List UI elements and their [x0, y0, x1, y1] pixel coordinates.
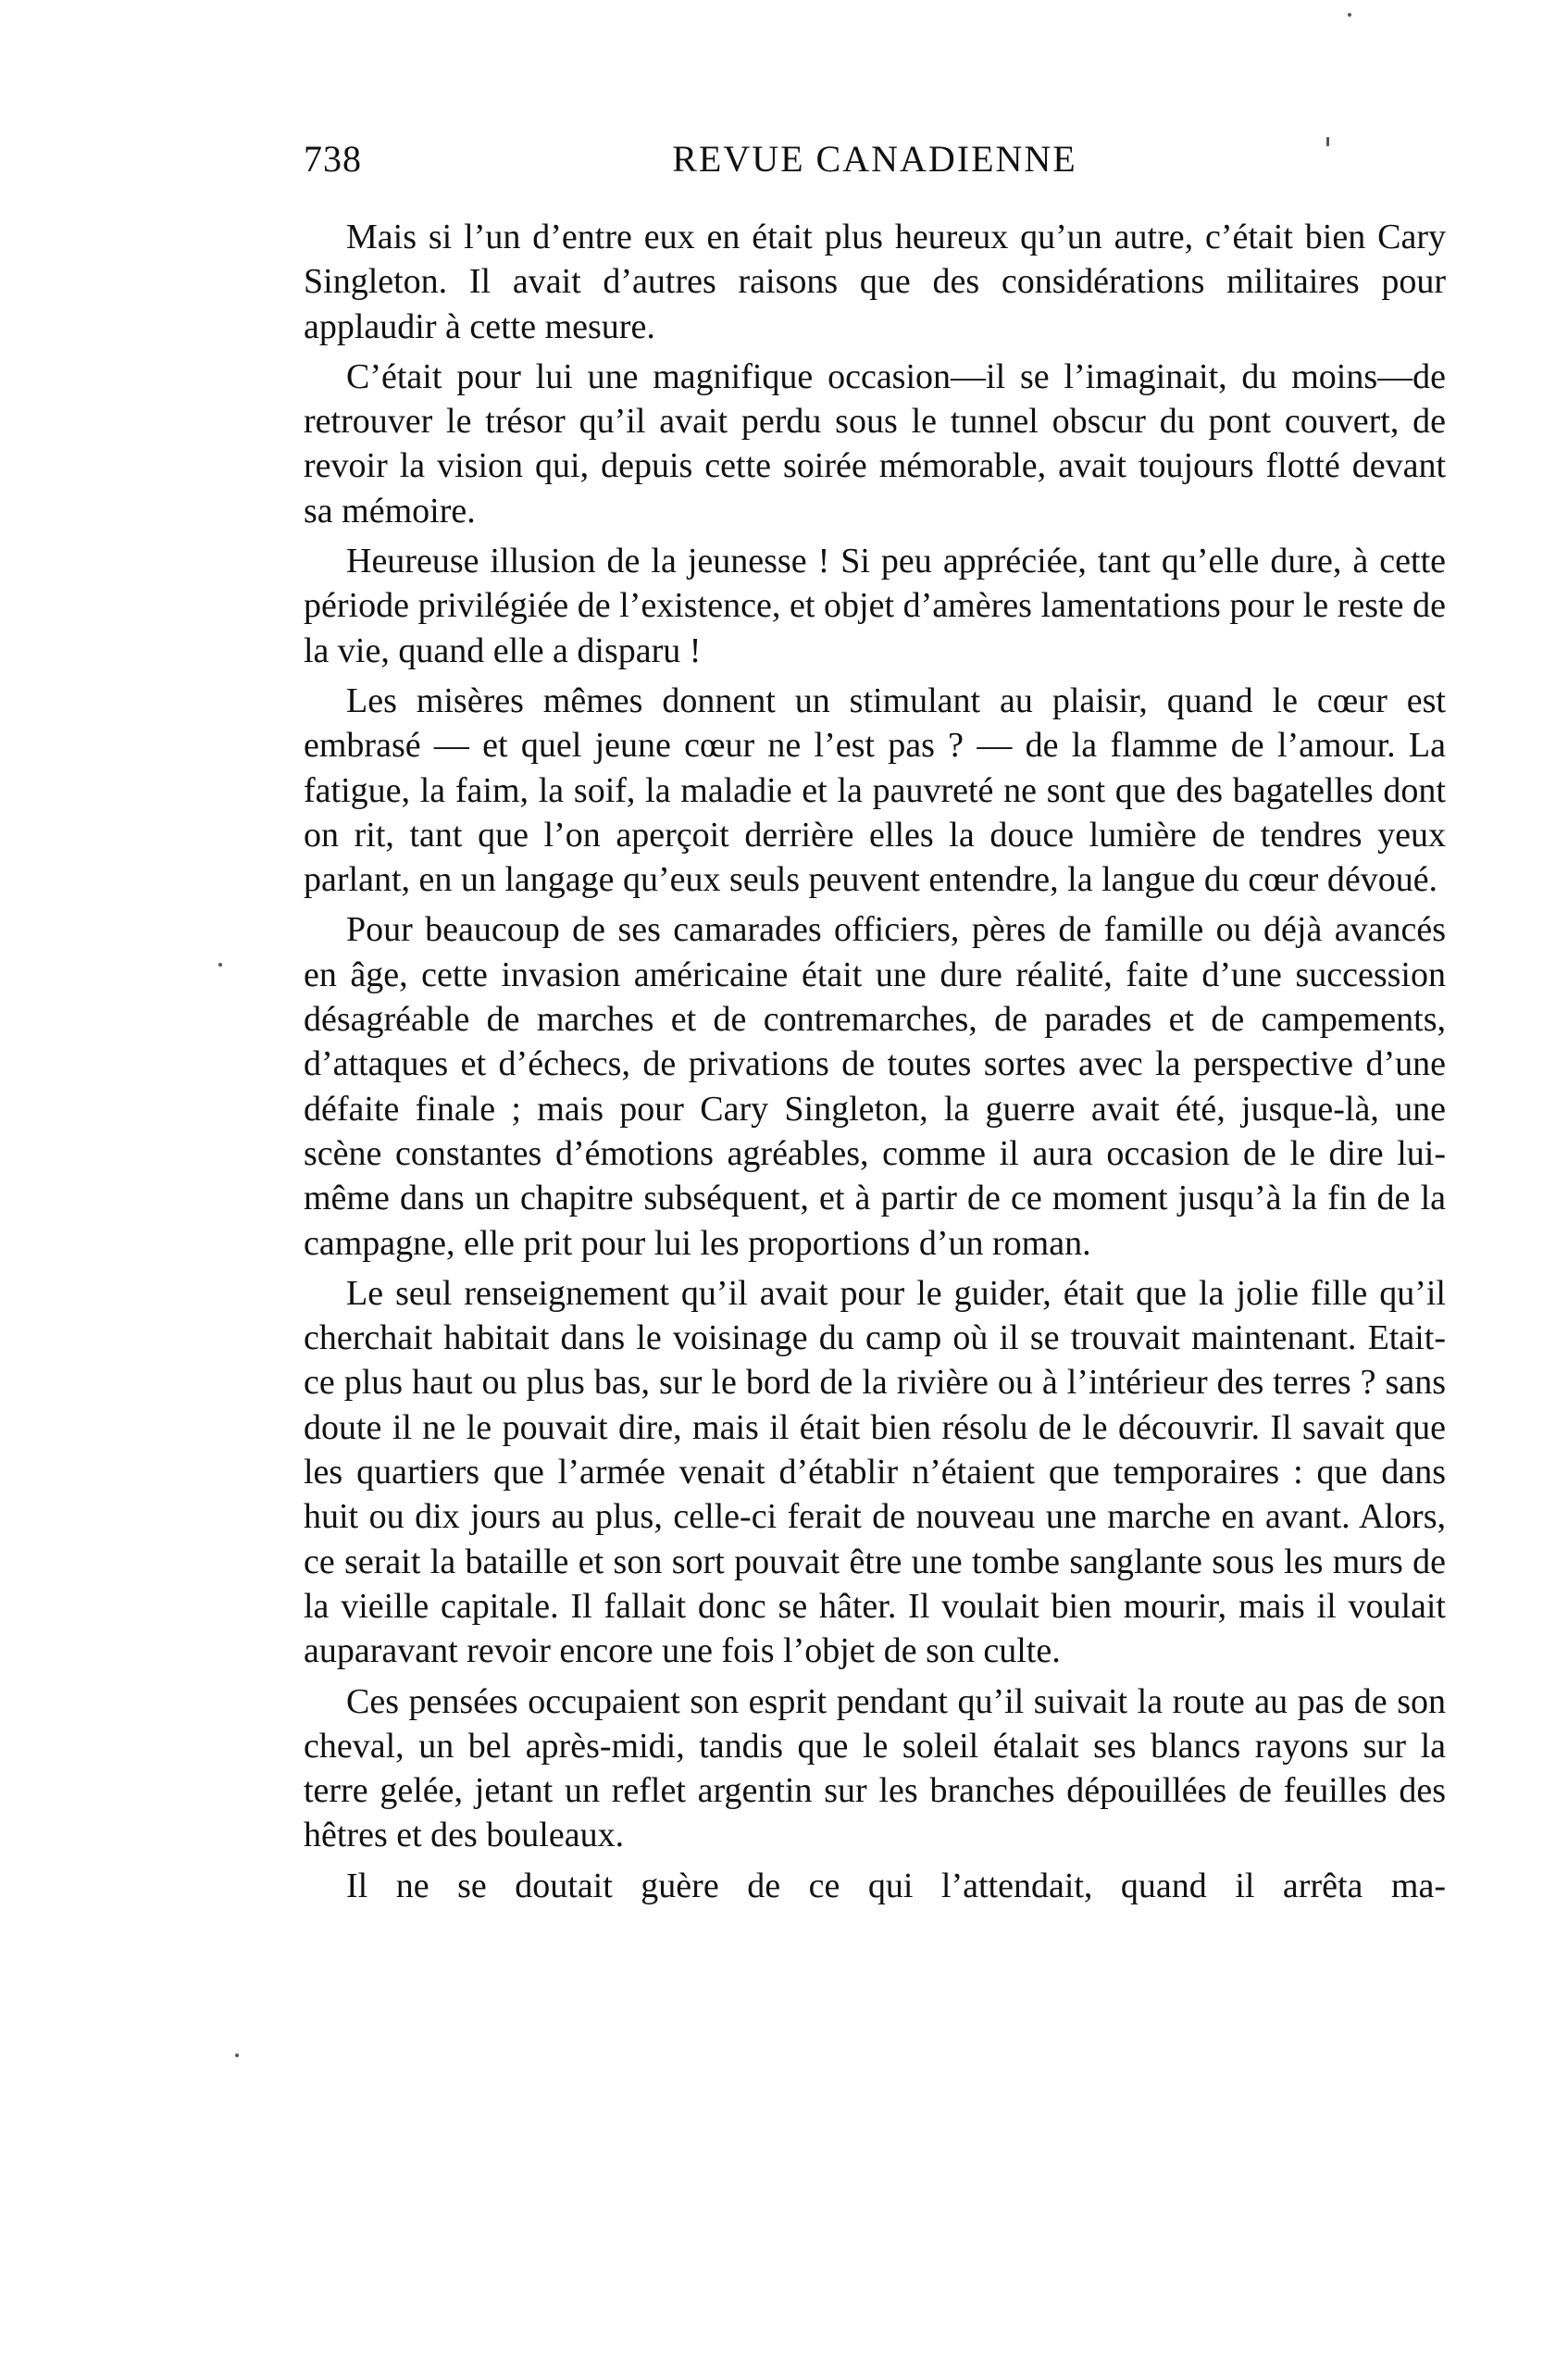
running-head: REVUE CANADIENNE [672, 138, 1077, 180]
scan-speck [218, 963, 222, 967]
paragraph: C’était pour lui une magnifique occasion—il se l’imaginait, du moins—de retrouver le trésor qu’il avait perdu sous le tunnel obscur du pont couvert, de revoir la vision qui, depuis cette soirée mémorable, avait toujours flotté devant sa mémoire. [304, 356, 1446, 531]
scan-speck [1326, 137, 1329, 146]
paragraph: Le seul renseignement qu’il avait pour le guider, était que la jolie fille qu’il cherchait habitait dans le voisinage du camp où il se trouvait maintenant. Etait-ce plus haut ou plus bas, sur le bord de la rivière ou à l’intérieur des terres ? sans doute il ne le pouvait dire, mais il était bien résolu de le découvrir. Il savait que les quartiers que l’armée venait d’établir n’étaient que temporaires : que dans huit ou dix jours au plus, celle-ci ferait de nouveau une marche en avant. Alors, ce serait la bataille et son sort pouvait être une tombe sanglante sous les murs de la vieille capitale. Il fallait donc se hâter. Il voulait bien mourir, mais il voulait auparavant revoir encore une fois l’objet de son culte. [304, 1273, 1446, 1671]
paragraph: Il ne se doutait guère de ce qui l’attendait, quand il arrêta ma- [346, 1866, 1446, 1905]
scan-speck [1348, 13, 1351, 17]
body-text [304, 215, 1446, 1914]
page-number: 738 [304, 138, 362, 180]
paragraph: Heureuse illusion de la jeunesse ! Si peu appréciée, tant qu’elle dure, à cette période privilégiée de l’existence, et objet d’amères lamentations pour le reste de la vie, quand elle a disparu ! [304, 542, 1446, 670]
paragraph: Pour beaucoup de ses camarades officiers, pères de famille ou déjà avancés en âge, cette invasion américaine était une dure réalité, faite d’une succession désagréable de marches et de contremarches, de parades et de campements, d’attaques et d’échecs, de privations de toutes sortes avec la perspective d’une défaite finale ; mais pour Cary Singleton, la guerre avait été, jusque-là, une scène constantes d’émotions agréables, comme il aura occasion de le dire lui-même dans un chapitre subséquent, et à partir de ce moment jusqu’à la fin de la campagne, elle prit pour lui les proportions d’un roman. [304, 910, 1446, 1263]
page-header [304, 137, 1446, 193]
paragraph: Mais si l’un d’entre eux en était plus heureux qu’un autre, c’était bien Cary Singleton. Il avait d’autres raisons que des considérations militaires pour applaudir à cette mesure. [304, 218, 1446, 346]
paragraph: Ces pensées occupaient son esprit pendant qu’il suivait la route au pas de son cheval, un bel après-midi, tandis que le soleil étalait ses blancs rayons sur la terre gelée, jetant un reflet argentin sur les branches dépouillées de feuilles des hêtres et des bouleaux. [304, 1681, 1446, 1855]
paragraph: Les misères mêmes donnent un stimulant au plaisir, quand le cœur est embrasé — et quel jeune cœur ne l’est pas ? — de la flamme de l’amour. La fatigue, la faim, la soif, la maladie et la pauvreté ne sont que des bagatelles dont on rit, tant que l’on aperçoit derrière elles la douce lumière de tendres yeux parlant, en un langage qu’eux seuls peuvent entendre, la langue du cœur dévoué. [304, 680, 1446, 900]
scan-speck [235, 2054, 239, 2057]
